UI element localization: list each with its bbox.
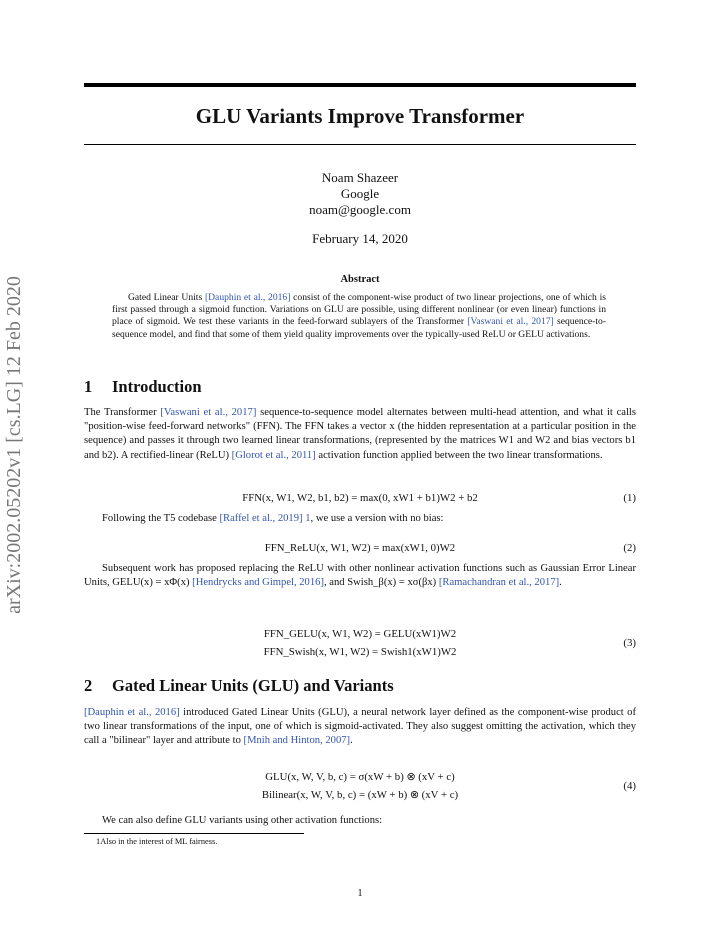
paper-title: GLU Variants Improve Transformer — [195, 104, 525, 128]
equation-1-number: (1) — [623, 492, 636, 504]
page-number: 1 — [357, 888, 363, 899]
glu-paragraph-1: [Dauphin et al., 2016] introduced Gated Linear Units (GLU), a neural network layer defined as the component-wise product of two linear transformations of the input, one of which is sigmoid-activated. They also suggest omitting the activation, which they call a "bilinear" layer and attribute to [Mnih and Hinton, 2007]. — [84, 707, 636, 747]
citation-link[interactable]: [Glorot et al., 2011] — [231, 449, 316, 461]
intro-paragraph-2: Following the T5 codebase [Raffel et al., 2019] 1, we use a version with no bias: — [102, 513, 444, 524]
author-email: noam@google.com — [309, 202, 411, 217]
equation-2-number: (2) — [623, 542, 636, 554]
title-top-rule — [84, 83, 636, 87]
equation-4a: GLU(x, W, V, b, c) = σ(xW + b) ⊗ (xV + c) — [265, 771, 455, 783]
arxiv-sidebar-stamp: arXiv:2002.05202v1 [cs.LG] 12 Feb 2020 — [3, 276, 25, 614]
paper-date: February 14, 2020 — [312, 231, 408, 246]
footnote-text: 1Also in the interest of ML fairness. — [96, 837, 218, 846]
citation-link[interactable]: [Dauphin et al., 2016] — [84, 707, 180, 718]
citation-link[interactable]: [Hendrycks and Gimpel, 2016] — [192, 577, 324, 589]
footnote-rule — [84, 833, 304, 834]
equation-3-number: (3) — [623, 637, 636, 649]
abstract-heading: Abstract — [340, 274, 380, 285]
intro-paragraph-1: The Transformer [Vaswani et al., 2017] sequence-to-sequence model alternates between multi-head attention, and what it calls "position-wise feed-forward networks" (FFN). The FFN takes a vector x (the hidden representation at a particular position in the sequence) and passes it through two learned linear transformations, (represented by the matrices W1 and W2 and bias vectors b1 and b2). A rectified-linear (ReLU) [Glorot et al., 2011] activation function applied between the two linear transformations. — [84, 407, 636, 461]
equation-4b: Bilinear(x, W, V, b, c) = (xW + b) ⊗ (xV + c) — [261, 789, 459, 801]
author-affiliation: Google — [340, 186, 380, 201]
abstract-body: Gated Linear Units [Dauphin et al., 2016] consist of the component-wise product of two linear projections, one of which is first passed through a sigmoid function. Variations on GLU are possible, using different nonlinear (or even linear) functions in place of sigmoid. We test these variants in the feed-forward sublayers of the Transformer [Vaswani et al., 2017] sequence-to-sequence model, and find that some of them yield quality improvements over the typically-used ReLU or GELU activations. — [112, 292, 606, 340]
footnote-marker[interactable]: 1 — [302, 513, 311, 524]
equation-3b: FFN_Swish(x, W1, W2) = Swish1(xW1)W2 — [263, 646, 457, 658]
equation-2: FFN_ReLU(x, W1, W2) = max(xW1, 0)W2 — [264, 542, 456, 554]
equation-4-number: (4) — [623, 780, 636, 792]
intro-paragraph-3: Subsequent work has proposed replacing the ReLU with other nonlinear activation functions such as Gaussian Error Linear Units, GELU(x) = xΦ(x) [Hendrycks and Gimpel, 2016], and Swish_β(x) = xσ(βx) [Ramachandran et al., 2017]. — [84, 563, 636, 589]
section-heading-introduction: 1 Introduction — [84, 377, 202, 396]
citation-link[interactable]: [Raffel et al., 2019] — [219, 513, 303, 524]
section-heading-glu: 2 Gated Linear Units (GLU) and Variants — [84, 676, 394, 695]
equation-1: FFN(x, W1, W2, b1, b2) = max(0, xW1 + b1)W2 + b2 — [242, 492, 478, 504]
equation-3a: FFN_GELU(x, W1, W2) = GELU(xW1)W2 — [263, 628, 457, 640]
citation-link[interactable]: [Vaswani et al., 2017] — [467, 316, 554, 328]
title-bottom-rule — [84, 144, 636, 145]
glu-paragraph-2: We can also define GLU variants using other activation functions: — [102, 815, 383, 826]
citation-link[interactable]: [Ramachandran et al., 2017] — [438, 577, 560, 589]
citation-link[interactable]: [Dauphin et al., 2016] — [204, 292, 291, 303]
citation-link[interactable]: [Vaswani et al., 2017] — [160, 407, 257, 418]
author-name: Noam Shazeer — [321, 170, 399, 185]
citation-link[interactable]: [Mnih and Hinton, 2007] — [243, 735, 351, 747]
